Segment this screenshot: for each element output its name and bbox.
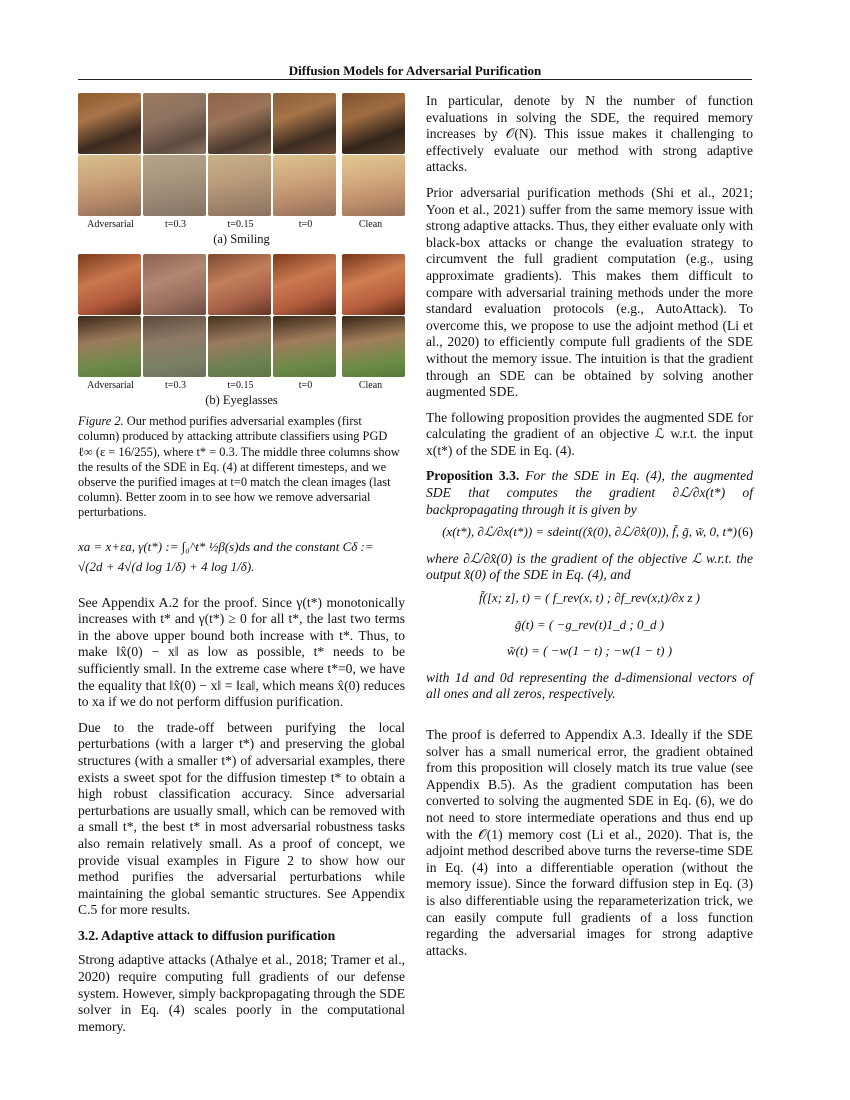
paragraph: The following proposition provides the augmented SDE for calculating the gradient of an objective ℒ w.r.t. the input x(t*) of the SDE in Eq. (4).: [426, 409, 753, 458]
label-t03: t=0.3: [165, 219, 186, 230]
face-image: [273, 93, 336, 154]
face-image: [143, 155, 206, 216]
running-header: Diffusion Models for Adversarial Purification: [288, 63, 542, 78]
label-t0: t=0: [298, 379, 313, 391]
face-image: [342, 155, 405, 216]
label-t015: t=0.15: [227, 379, 254, 391]
equation-g-body: g̃(t) = ( −g_rev(t)1_d ; 0_d ): [514, 616, 665, 632]
face-image: [143, 93, 206, 154]
paragraph: In particular, denote by N the number of function evaluations in solving the SDE, the required memory increases by 𝒪(N). This issue makes it challenging to effectively evaluate our method with strong adaptive attacks.: [426, 93, 753, 175]
face-image: [342, 93, 405, 154]
equation-6-body: (x(t*), ∂ℒ/∂x(t*)) = sdeint((x̂(0), ∂ℒ/∂x̂(0)), f̃, g̃, w̃, 0, t*): [442, 524, 737, 540]
equation-line-1: xa = x+εa, γ(t*) := ∫₀^t* ½β(s)ds and the constant Cδ :=: [78, 538, 374, 554]
face-image: [208, 316, 271, 377]
left-column: [78, 93, 405, 1044]
label-clean: Clean: [358, 379, 383, 391]
header-rule: [78, 79, 752, 80]
subcaption-b: (b) Eyeglasses: [205, 392, 278, 407]
paragraph: Prior adversarial purification methods (Shi et al., 2021; Yoon et al., 2021) suffer from the same memory issue with strong adaptive attacks. Thus, they either evaluate only with black-box attacks or change the evaluation strategy to circumvent the full gradient computation (e.g., using approximate gradients). This makes them difficult to compare with adversarial training methods under the more standard evaluation protocols (e.g., AutoAttack). To overcome this, we propose to use the adjoint method (Li et al., 2020) to efficiently compute full gradients of the SDE without the memory issue. The intuition is that the gradient through an SDE can be obtained by solving another augmented SDE.: [426, 184, 753, 400]
face-image: [342, 316, 405, 377]
proposition: [426, 468, 753, 518]
face-image: [78, 93, 141, 154]
where-text: where ∂ℒ/∂x̂(0) is the gradient of the objective ℒ w.r.t. the output x̂(0) of the SDE in Eq. (4), and: [426, 550, 753, 583]
label-clean: Clean: [358, 219, 383, 230]
equation-g: [426, 617, 753, 634]
figure-2: [78, 93, 405, 521]
figure-labels-b: [78, 378, 405, 390]
figure-caption-label: Figure 2.: [78, 414, 124, 429]
face-image: [208, 93, 271, 154]
equation-6: [426, 524, 753, 541]
face-image: [273, 155, 336, 216]
label-t03: t=0.3: [165, 379, 186, 391]
right-column: [426, 93, 753, 968]
figure-caption: [78, 414, 405, 520]
figure-row-eyeglasses-2: [78, 316, 405, 377]
label-t0: t=0: [298, 219, 313, 230]
figure-caption-text: Our method purifies adversarial examples (first column) produced by attacking attribute classifiers using PGD ℓ∞ (ε = 16/255), where t* = 0.3. The middle three columns show the results of the SDE in Eq. (4) at different timesteps, and we observe the purified images at t=0 match the clean images (last column). Better zoom in to see how we remove adversarial perturbations.: [78, 414, 400, 520]
figure-labels-a: [78, 217, 405, 229]
face-image: [342, 254, 405, 315]
face-image: [273, 254, 336, 315]
figure-row-eyeglasses-1: [78, 254, 405, 315]
section-heading: 3.2. Adaptive attack to diffusion purification: [78, 927, 336, 943]
equation-f-body: f̃([x; z], t) = ( f_rev(x, t) ; ∂f_rev(x,t)/∂x z ): [479, 590, 700, 606]
face-image: [208, 254, 271, 315]
equation-number: (6): [737, 524, 753, 540]
paragraph: Due to the trade-off between purifying the local perturbations (with a larger t*) and preserving the global structures (with a smaller t*) of adversarial examples, there exists a sweet spot for the diffusion timestep t* to obtain a high robust classification accuracy. Since adversarial perturbations are usually small, which can be removed with a small t*, the best t* in most adversarial robustness tasks also remain relatively small. As a proof of concept, we provide visual examples in Figure 2 to show how our method purifies the adversarial perturbations while maintaining the global semantic structures. See Appendix C.5 for more results.: [78, 719, 405, 918]
face-image: [143, 316, 206, 377]
equation-w: [426, 643, 753, 660]
equation-line-2: √(2d + 4√(d log 1/δ) + 4 log 1/δ).: [78, 558, 255, 574]
label-t015: t=0.15: [227, 219, 254, 230]
label-adversarial: Adversarial: [87, 219, 134, 230]
figure-row-smiling-2: [78, 155, 405, 216]
face-image: [78, 254, 141, 315]
paragraph: Strong adaptive attacks (Athalye et al., 2018; Tramer et al., 2020) require computing full gradients of our defense system. However, simply backpropagating through the SDE solver in Eq. (4) scales poorly in the computational memory.: [78, 952, 405, 1034]
label-adversarial: Adversarial: [87, 379, 134, 391]
equation-f: [426, 590, 753, 607]
proposition-title: Proposition 3.3.: [426, 468, 520, 484]
with-text: with 1d and 0d representing the d-dimensional vectors of all ones and all zeros, respectively.: [426, 669, 753, 702]
proposition-text: For the SDE in Eq. (4), the augmented SDE that computes the gradient ∂ℒ/∂x(t*) of backpropagating through it is given by: [426, 468, 754, 517]
equation-w-body: w̃(t) = ( −w(1 − t) ; −w(1 − t) ): [506, 643, 673, 659]
paragraph: See Appendix A.2 for the proof. Since γ(t*) monotonically increases with t* and γ(t*) ≥ 0 for all t*, the last two terms in the above upper bound both increase with t*. Thus, to make ‖x̂(0) − x‖ as low as possible, t* needs to be sufficiently small. In the extreme case where t*=0, we have the equality that ‖x̂(0) − x‖ = ‖εa‖, which means x̂(0) reduces to xa if we do not perform diffusion purification.: [78, 594, 405, 710]
face-image: [208, 155, 271, 216]
face-image: [143, 254, 206, 315]
face-image: [78, 316, 141, 377]
figure-row-smiling-1: [78, 93, 405, 154]
equation-constant: [78, 537, 405, 577]
subcaption-a: (a) Smiling: [213, 232, 270, 246]
face-image: [273, 316, 336, 377]
face-image: [78, 155, 141, 216]
paragraph: The proof is deferred to Appendix A.3. Ideally if the SDE solver has a small numerical error, the gradient obtained from this proposition will closely match its true value (see Appendix B.5). As the gradient computation has been converted to solving the augmented SDE in Eq. (6), we do not need to store intermediate operations and thus end up with the 𝒪(1) memory cost (Li et al., 2020). That is, the adjoint method described above turns the reverse-time SDE in Eq. (4) into a differentiable operation (without the memory issue). Since the forward diffusion step in Eq. (3) is also differentiable using the reparameterization trick, we can easily compute full gradients of a loss function regarding the adversarial images for strong adaptive attacks.: [426, 727, 753, 958]
